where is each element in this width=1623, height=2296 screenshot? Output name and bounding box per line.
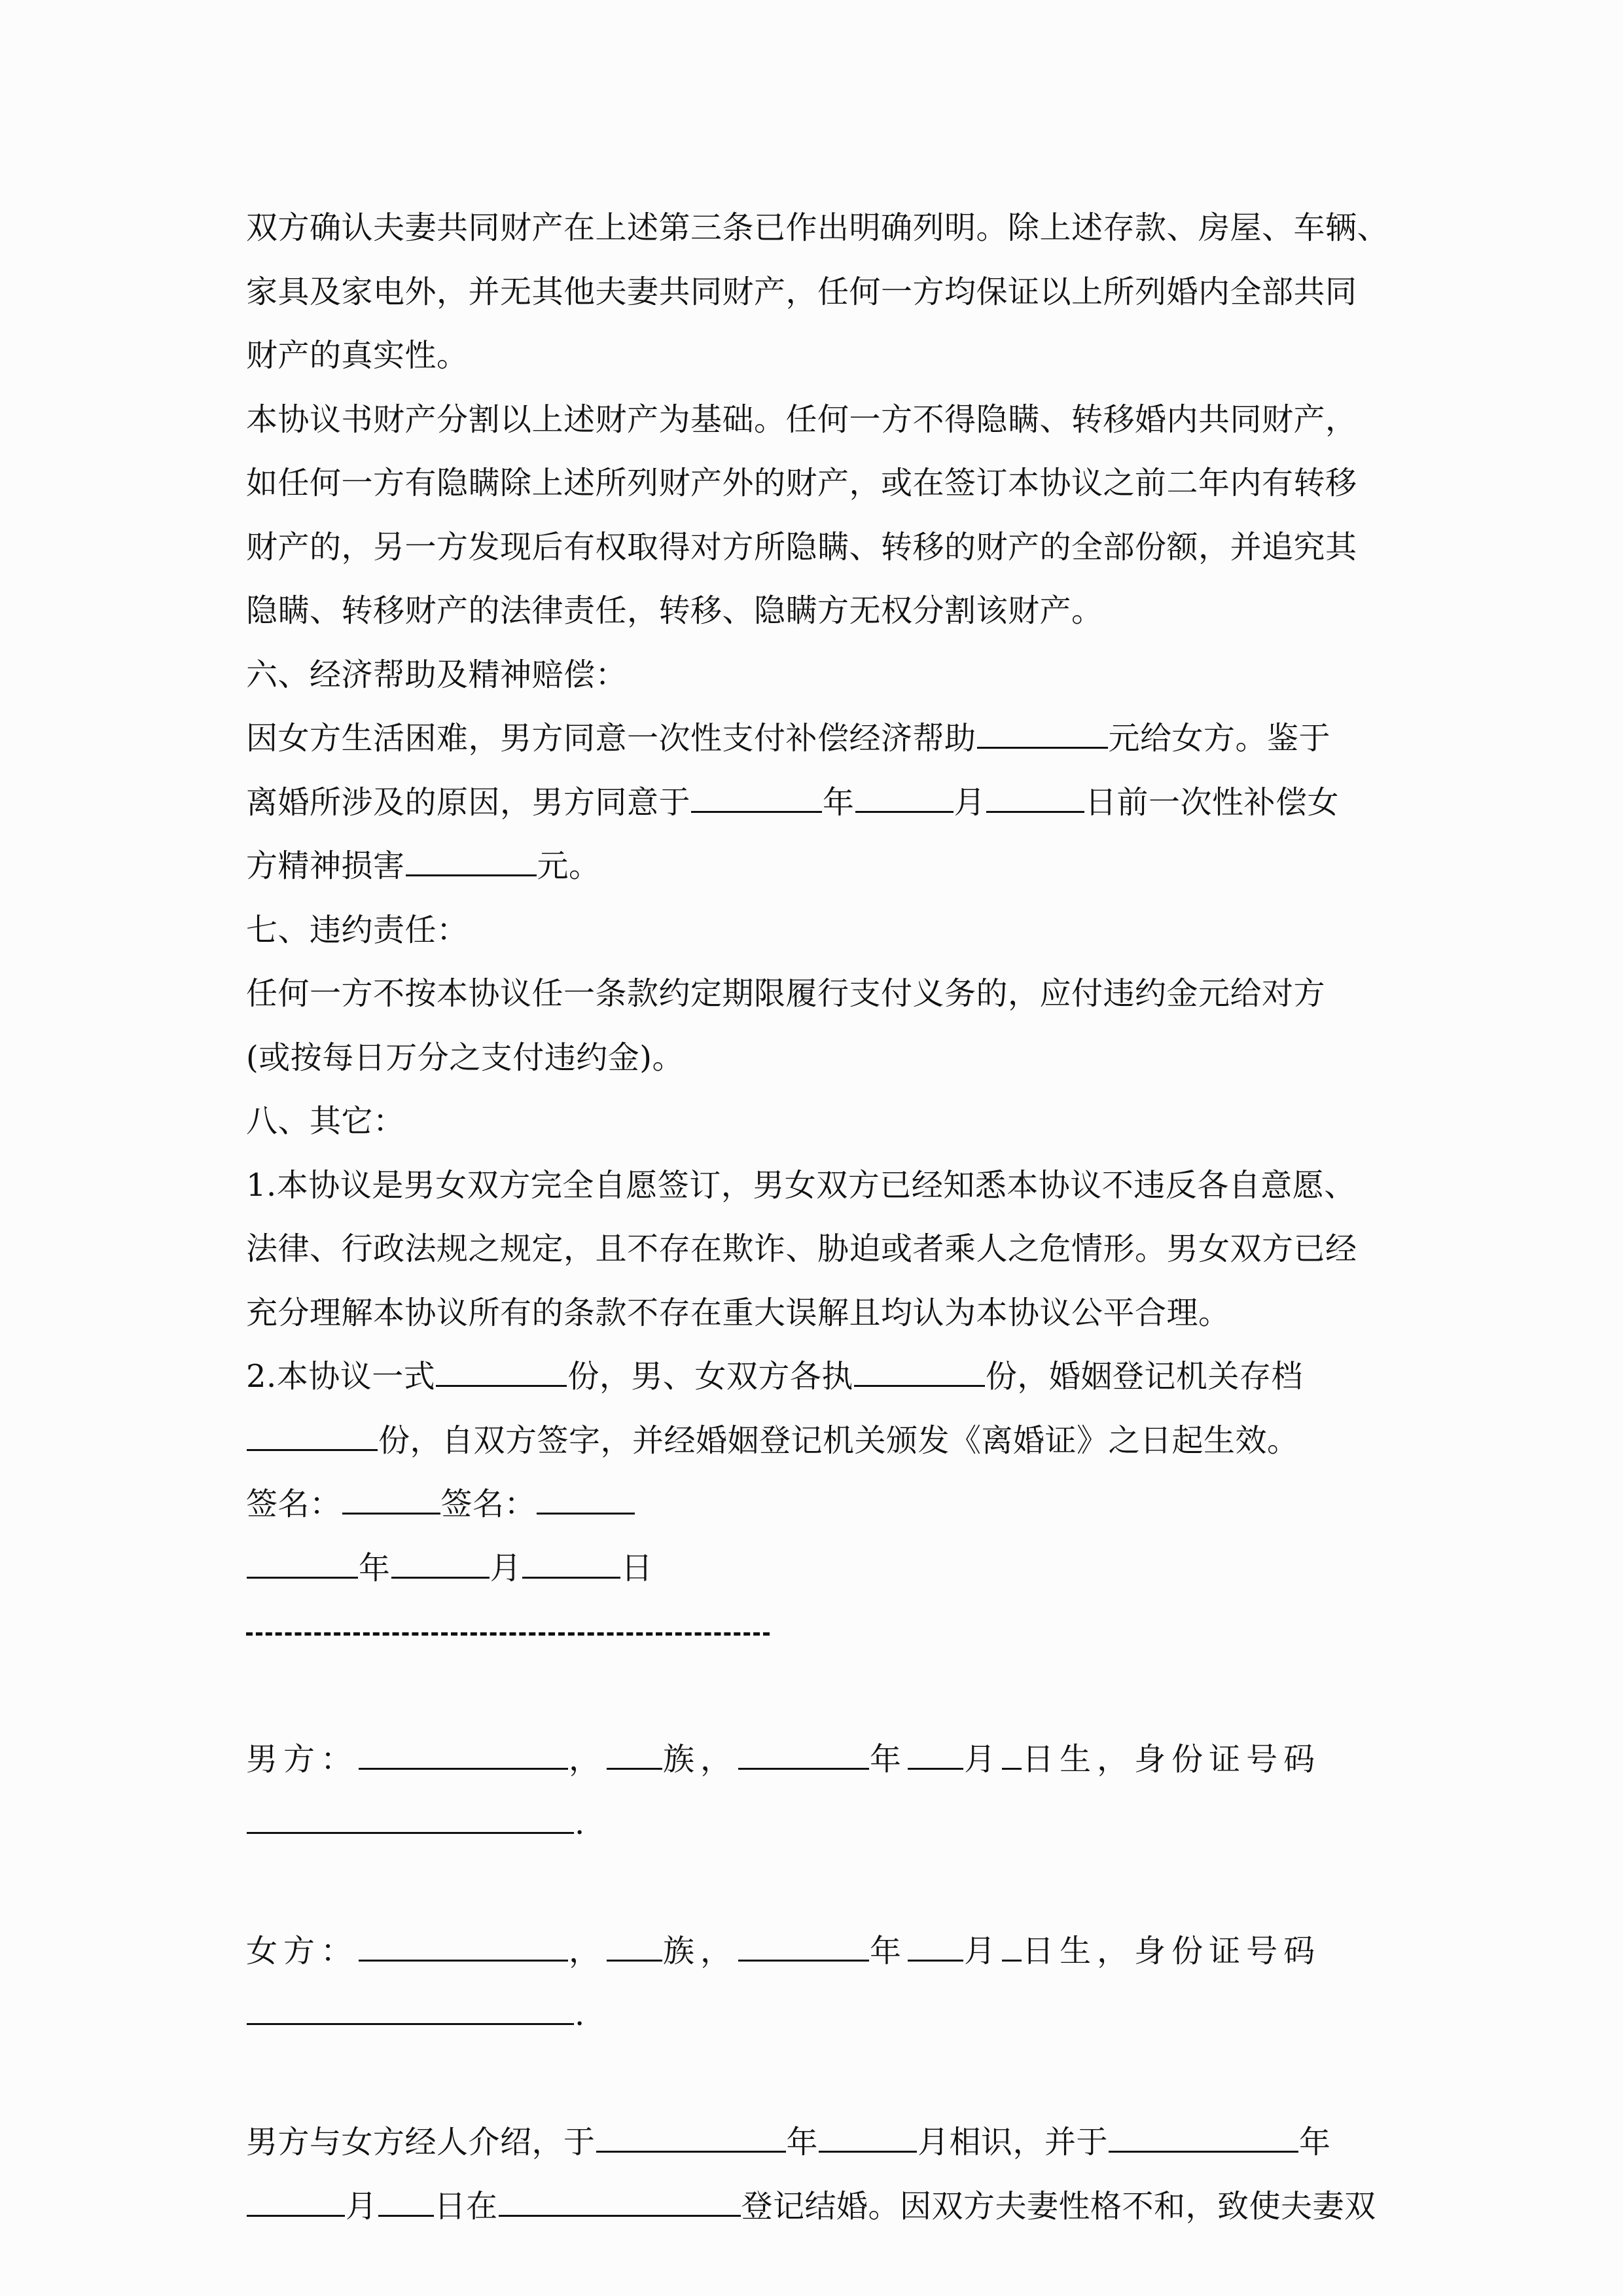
paragraph-line: (或按每日万分之支付违约金)。 (246, 1039, 684, 1076)
section-heading-7: 七、违约责任： (246, 911, 469, 948)
female-birth-month-blank[interactable] (908, 1931, 963, 1962)
text: 月 (490, 1549, 522, 1587)
text: 族， (663, 1741, 738, 1778)
spacer (246, 2047, 1398, 2111)
compensation-date-line (246, 771, 1398, 835)
met-year-blank[interactable] (596, 2122, 786, 2153)
paragraph-line: 双方确认夫妻共同财产在上述第三条已作出明确列明。除上述存款、房屋、车辆、 (246, 209, 1389, 246)
total-copies-blank[interactable] (436, 1356, 567, 1387)
text: . (575, 1996, 585, 2033)
spacer (246, 1664, 1398, 1729)
text: 族， (663, 1932, 738, 1969)
section-heading-8: 八、其它： (246, 1103, 405, 1139)
signature-label-2: 签名： (440, 1486, 537, 1522)
text: 份，婚姻登记机关存档 (985, 1358, 1303, 1395)
text: ， (569, 1741, 607, 1778)
text: 方精神损害 (246, 848, 405, 884)
paragraph-line: 法律、行政法规之规定，且不存在欺诈、胁迫或者乘人之危情形。男女双方已经 (246, 1230, 1357, 1267)
mental-damage-line (246, 834, 1398, 899)
female-ethnicity-blank[interactable] (607, 1931, 662, 1962)
text: 月相识，并于 (918, 2124, 1109, 2161)
sign-month-blank[interactable] (391, 1548, 490, 1579)
paragraph-line: 财产的，另一方发现后有权取得对方所隐瞒、转移的财产的全部份额，并追究其 (246, 528, 1357, 565)
text: 男方与女方经人介绍，于 (246, 2124, 596, 2161)
female-id-line (246, 1983, 1398, 2047)
text: 年 (1299, 2124, 1331, 2161)
section-heading-6: 六、经济帮助及精神赔偿： (246, 656, 628, 693)
archive-copies-blank[interactable] (247, 1420, 378, 1451)
marriage-line-2 (246, 2175, 1398, 2239)
text: 日在 (434, 2187, 498, 2225)
paragraph-line: 家具及家电外，并无其他夫妻共同财产，任何一方均保证以上所列婚内全部共同 (246, 273, 1357, 310)
male-id-number-blank[interactable] (247, 1803, 574, 1834)
text: 元给女方。鉴于 (1108, 720, 1331, 757)
marriage-day-blank[interactable] (378, 2186, 434, 2217)
paragraph-line: 充分理解本协议所有的条款不存在重大误解且均认为本协议公平合理。 (246, 1294, 1230, 1331)
male-birth-day-blank[interactable] (1002, 1739, 1022, 1770)
text: 份，自双方签字，并经婚姻登记机关颁发《离婚证》之日起生效。 (378, 1422, 1299, 1459)
marriage-place-blank[interactable] (499, 2186, 741, 2217)
text: 因女方生活困难，男方同意一次性支付补偿经济帮助 (246, 720, 976, 757)
text: 男方： (246, 1741, 359, 1778)
met-month-blank[interactable] (819, 2122, 917, 2153)
each-party-copies-blank[interactable] (854, 1356, 985, 1387)
paragraph-line: 如任何一方有隐瞒除上述所列财产外的财产，或在签订本协议之前二年内有转移 (246, 465, 1357, 501)
male-name-blank[interactable] (359, 1739, 568, 1770)
text: 年 (870, 1741, 908, 1778)
text: 月 (964, 1741, 1002, 1778)
economic-aid-amount-blank[interactable] (977, 718, 1108, 749)
copies-line (246, 1345, 1398, 1409)
male-birth-month-blank[interactable] (908, 1739, 963, 1770)
sign-day-blank[interactable] (522, 1548, 620, 1579)
text: 日前一次性补偿女 (1085, 783, 1340, 821)
text: 元。 (537, 848, 601, 884)
dashed-divider (246, 1632, 770, 1636)
text: 登记结婚。因双方夫妻性格不和，致使夫妻双 (741, 2187, 1376, 2225)
signature-date-line (246, 1537, 1398, 1601)
copies-line-2 (246, 1409, 1398, 1473)
marriage-year-blank[interactable] (1109, 2122, 1298, 2153)
text: 月 (346, 2187, 378, 2225)
paragraph-line: 本协议书财产分割以上述财产为基础。任何一方不得隐瞒、转移婚内共同财产， (246, 401, 1357, 438)
paragraph-line: 1.本协议是男女双方完全自愿签订，男女双方已经知悉本协议不违反各自意愿、 (246, 1166, 1356, 1204)
text: 月 (964, 1932, 1002, 1969)
text: . (575, 1804, 585, 1842)
male-birth-year-blank[interactable] (738, 1739, 869, 1770)
payment-day-blank[interactable] (986, 782, 1084, 813)
text: 年 (359, 1549, 391, 1587)
payment-month-blank[interactable] (855, 782, 954, 813)
text: 日 (621, 1549, 653, 1587)
signature-line (246, 1473, 1398, 1537)
compensation-line (246, 707, 1398, 771)
male-id-line (246, 1792, 1398, 1856)
document-body (246, 196, 1398, 2238)
paragraph-line: 财产的真实性。 (246, 337, 469, 374)
signature-blank-2[interactable] (537, 1484, 635, 1515)
female-name-blank[interactable] (359, 1931, 568, 1962)
text: 离婚所涉及的原因，男方同意于 (246, 783, 691, 821)
female-birth-day-blank[interactable] (1002, 1931, 1022, 1962)
text: 2.本协议一式 (246, 1358, 436, 1395)
text: 年 (823, 783, 855, 821)
text: 日生，身份证号码 (1022, 1932, 1321, 1969)
female-party-line (246, 1920, 1398, 1984)
text: ， (569, 1932, 607, 1969)
marriage-line-1 (246, 2111, 1398, 2175)
separator-line (246, 1600, 1398, 1664)
signature-blank-1[interactable] (342, 1484, 440, 1515)
female-birth-year-blank[interactable] (738, 1931, 869, 1962)
text: 女方： (246, 1932, 359, 1969)
marriage-month-blank[interactable] (247, 2186, 345, 2217)
male-ethnicity-blank[interactable] (607, 1739, 662, 1770)
signature-label-1: 签名： (246, 1486, 342, 1522)
paragraph-line: 隐瞒、转移财产的法律责任，转移、隐瞒方无权分割该财产。 (246, 592, 1103, 629)
sign-year-blank[interactable] (247, 1548, 358, 1579)
text: 年 (786, 2124, 819, 2161)
female-id-number-blank[interactable] (247, 1994, 574, 2025)
spacer (246, 1856, 1398, 1920)
text: 份，男、女双方各执 (567, 1358, 853, 1395)
paragraph-line: 任何一方不按本协议任一条款约定期限履行支付义务的，应付违约金元给对方 (246, 975, 1326, 1012)
male-party-line (246, 1728, 1398, 1792)
text: 年 (870, 1932, 908, 1969)
text: 日生，身份证号码 (1022, 1741, 1321, 1778)
payment-year-blank[interactable] (691, 782, 822, 813)
text: 月 (954, 783, 986, 821)
mental-damage-amount-blank[interactable] (406, 846, 537, 876)
